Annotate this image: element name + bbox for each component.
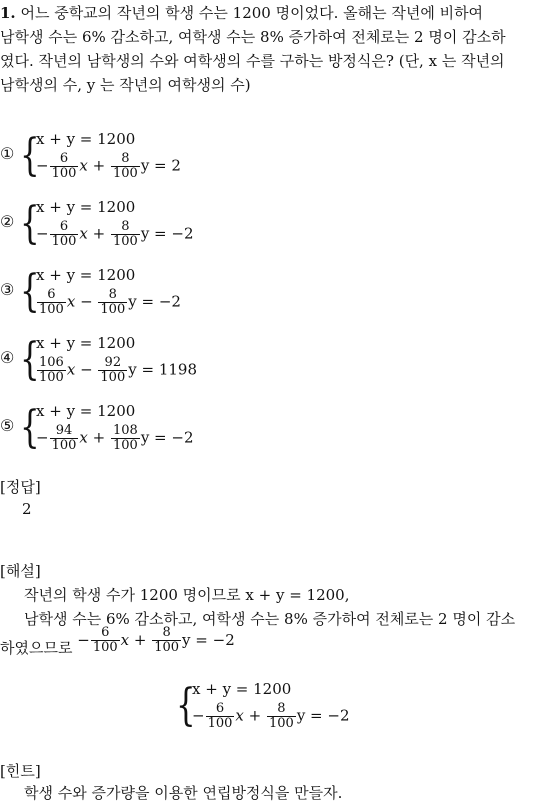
- fraction: $\frac{8}{100}$: [112, 151, 138, 181]
- choice-4[interactable]: [0, 334, 260, 396]
- choice-label: ②: [0, 212, 15, 231]
- choice-label: ④: [0, 348, 15, 367]
- choice-label: ③: [0, 280, 15, 299]
- solution-system: [176, 680, 376, 740]
- brace: {: [176, 680, 196, 731]
- choice-label: ①: [0, 144, 15, 163]
- problem-text-1: 어느 중학교의 작년의 학생 수는 1200 명이었다. 올해는 작년에 비하여: [20, 4, 484, 22]
- fraction: $\frac{94}{100}$: [51, 423, 77, 453]
- fraction: $\frac{6}{100}$: [51, 219, 77, 249]
- fraction: $\frac{108}{100}$: [112, 423, 138, 453]
- solution-line-1: 작년의 학생 수가 1200 명이므로 x + y = 1200,: [24, 586, 350, 604]
- brace: {: [20, 334, 40, 385]
- equation-2: $\frac{106}{100}$ x − $\frac{92}{100}$ y = 1198: [39, 355, 197, 385]
- problem-line-2: 남학생 수는 6% 감소하고, 여학생 수는 8% 증가하여 전체로는 2 명이 감소하: [0, 28, 506, 46]
- equation-1: x + y = 1200: [36, 266, 136, 284]
- problem-number: 1.: [0, 4, 16, 22]
- brace: {: [20, 198, 40, 249]
- fraction: $\frac{8}{100}$: [268, 701, 294, 731]
- answer-heading: [정답]: [0, 478, 41, 496]
- choice-5[interactable]: [0, 402, 260, 464]
- fraction: $\frac{106}{100}$: [39, 355, 64, 385]
- fraction: $\frac{8}{100}$: [154, 625, 180, 655]
- equation-1: x + y = 1200: [36, 198, 136, 216]
- choice-2[interactable]: [0, 198, 260, 260]
- equation-1: x + y = 1200: [36, 130, 136, 148]
- solution-line-3-text: 하였으므로: [0, 638, 73, 657]
- equation-1: x + y = 1200: [36, 402, 136, 420]
- solution-line-2: 남학생 수는 6% 감소하고, 여학생 수는 8% 증가하여 전체로는 2 명이 감소: [24, 610, 516, 628]
- fraction: $\frac{6}{100}$: [51, 151, 77, 181]
- solution-line-3: [0, 626, 235, 655]
- answer-value: 2: [22, 500, 32, 518]
- brace: {: [20, 266, 40, 317]
- problem-line-1: [0, 2, 483, 23]
- fraction: $\frac{6}{100}$: [207, 701, 233, 731]
- hint-text: 학생 수와 증가량을 이용한 연립방정식을 만들자.: [24, 784, 343, 802]
- brace: {: [20, 130, 40, 181]
- hint-heading: [힌트]: [0, 762, 41, 780]
- equation-2: − $\frac{6}{100}$ x + $\frac{8}{100}$ y = −2: [192, 701, 350, 731]
- equation-2: $\frac{6}{100}$ x − $\frac{8}{100}$ y = −2: [39, 287, 181, 317]
- equation-2: − $\frac{94}{100}$ x + $\frac{108}{100}$ y = −2: [36, 423, 194, 453]
- solution-heading: [해설]: [0, 562, 41, 580]
- fraction: $\frac{92}{100}$: [100, 355, 126, 385]
- choice-label: ⑤: [0, 416, 15, 435]
- problem-line-4: 남학생의 수, y 는 작년의 여학생의 수): [0, 76, 251, 94]
- brace: {: [20, 402, 40, 453]
- equation-1: x + y = 1200: [36, 334, 136, 352]
- fraction: $\frac{8}{100}$: [100, 287, 126, 317]
- equation-2: − $\frac{6}{100}$ x + $\frac{8}{100}$ y = 2: [36, 151, 181, 181]
- fraction: $\frac{6}{100}$: [92, 625, 118, 655]
- choice-3[interactable]: [0, 266, 260, 328]
- equation-2: − $\frac{6}{100}$ x + $\frac{8}{100}$ y = −2: [36, 219, 194, 249]
- choice-1[interactable]: [0, 130, 260, 192]
- problem-line-3: 였다. 작년의 남학생의 수와 여학생의 수를 구하는 방정식은? (단, x 는 작년의: [0, 52, 505, 70]
- solution-inline-equation: − $\frac{6}{100}$ x + $\frac{8}{100}$ y = −2: [77, 625, 235, 655]
- fraction: $\frac{8}{100}$: [112, 219, 138, 249]
- fraction: $\frac{6}{100}$: [39, 287, 64, 317]
- equation-1: x + y = 1200: [192, 680, 292, 698]
